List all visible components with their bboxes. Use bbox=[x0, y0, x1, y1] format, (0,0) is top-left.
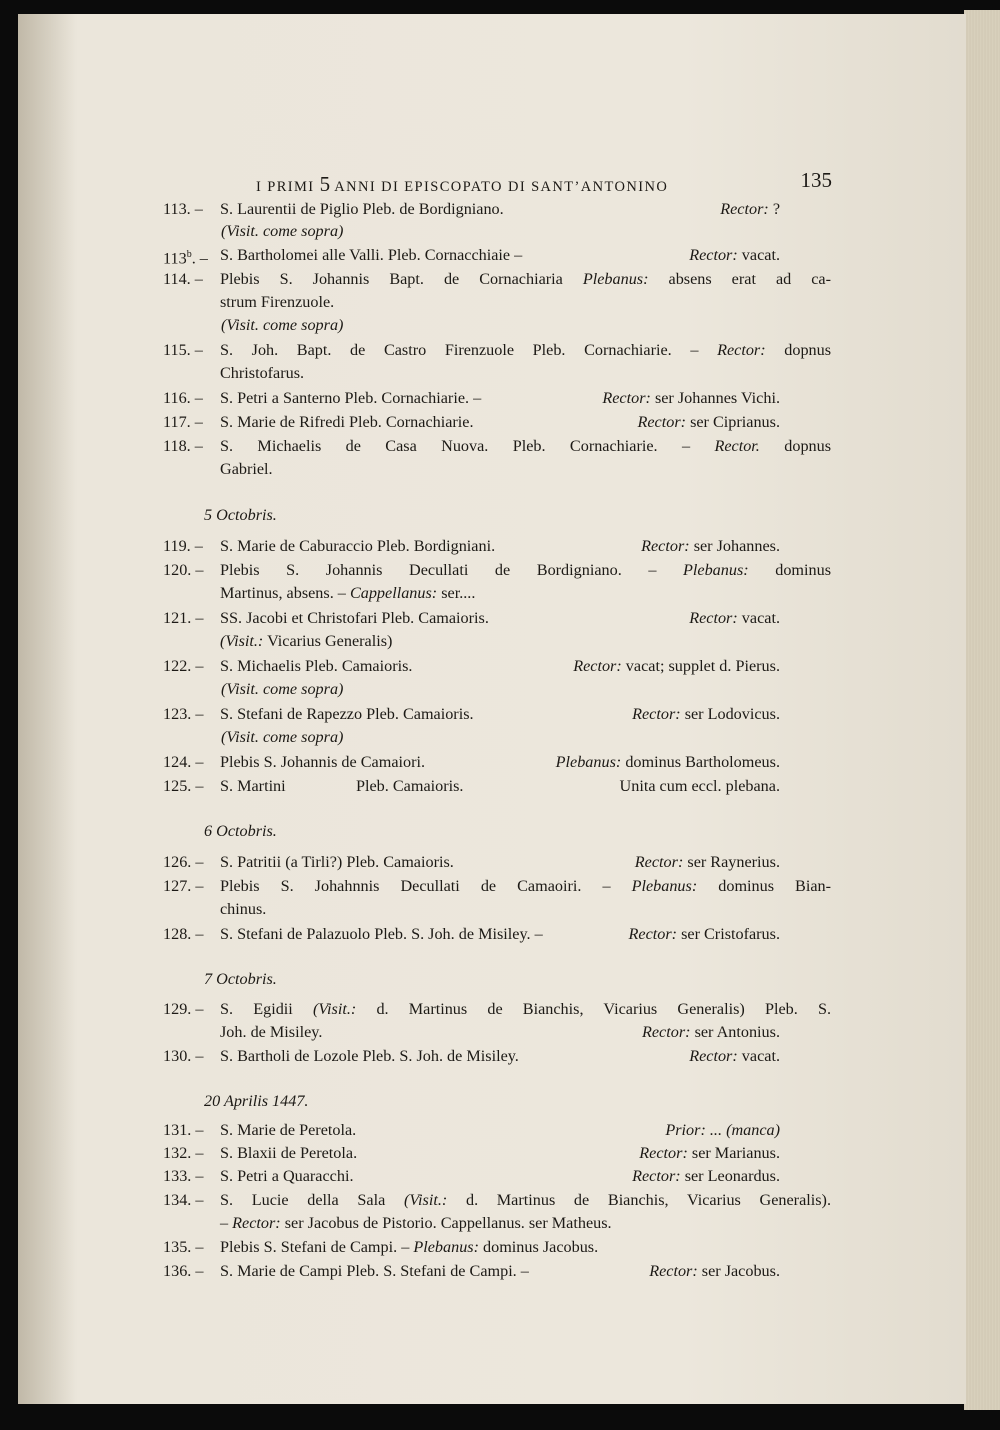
entry-rector bbox=[649, 1260, 780, 1282]
rector-label: Rector. bbox=[714, 437, 760, 455]
entry-text: S. Martini bbox=[220, 777, 286, 795]
entry-number: 121. – bbox=[163, 609, 204, 627]
running-title-post: ANNI DI EPISCOPATO DI SANT’ANTONINO bbox=[330, 179, 669, 195]
entry-number: 130. – bbox=[163, 1047, 204, 1065]
entry-text-b: dopnus bbox=[784, 341, 832, 359]
entry-114-cont bbox=[18, 291, 966, 313]
entry-118 bbox=[18, 435, 966, 457]
plebanus-label: Plebanus: bbox=[683, 561, 749, 579]
entry-text-continued bbox=[220, 1212, 612, 1234]
entry-131 bbox=[18, 1119, 966, 1141]
rector-value: vacat; supplet d. Pierus. bbox=[625, 657, 780, 675]
entry-text-b: absens erat ad ca- bbox=[668, 270, 832, 288]
entry-120-cont bbox=[18, 582, 966, 604]
entry-text-a: S. Joh. Bapt. de Castro Firenzuole Pleb. Cornachiarie. – bbox=[220, 341, 699, 359]
entry-119 bbox=[18, 535, 966, 557]
rector-label: Rector: bbox=[689, 609, 738, 627]
entry-text-a: S. Michaelis de Casa Nuova. Pleb. Cornachiarie. – bbox=[220, 437, 691, 455]
entry-113 bbox=[18, 198, 966, 220]
entry-text bbox=[220, 875, 831, 897]
entry-113b bbox=[18, 244, 966, 266]
entry-text-a: Plebis S. Johannis Bapt. de Cornachiaria bbox=[220, 270, 563, 288]
entry-text bbox=[220, 998, 831, 1020]
rector-value: ser Leonardus. bbox=[684, 1167, 780, 1185]
entry-text-a: Plebis S. Stefani de Campi. – bbox=[220, 1238, 410, 1256]
rector-label: Rector: bbox=[641, 1023, 691, 1041]
entry-text: Plebis S. Johannis de Camaiori. bbox=[220, 753, 426, 771]
book-page bbox=[18, 14, 966, 1404]
entry-number: 124. – bbox=[163, 753, 204, 771]
entry-number: 128. – bbox=[163, 925, 204, 943]
entry-rector bbox=[641, 535, 780, 557]
entry-124 bbox=[18, 751, 966, 773]
entry-123-visit bbox=[18, 726, 966, 748]
entry-text: S. Patritii (a Tirli?) Pleb. Camaioris. bbox=[220, 853, 454, 871]
entry-114-visit bbox=[18, 314, 966, 336]
date-heading-2 bbox=[18, 820, 966, 842]
rector-label: Rector: bbox=[689, 1047, 738, 1065]
entry-rector bbox=[720, 198, 780, 220]
entry-text: SS. Jacobi et Christofari Pleb. Camaioris. bbox=[220, 609, 489, 627]
rector-value: ser Antonius. bbox=[694, 1023, 780, 1041]
entry-text bbox=[220, 268, 831, 290]
running-title bbox=[256, 172, 668, 197]
entry-118-cont bbox=[18, 458, 966, 480]
cappellanus-label: Cappellanus: bbox=[349, 584, 438, 602]
entry-number: 117. – bbox=[163, 413, 203, 431]
prior-label: Prior: ... bbox=[665, 1121, 723, 1139]
entry-rector bbox=[637, 411, 780, 433]
entry-number: 113. – bbox=[163, 200, 203, 218]
entry-text: S. Petri a Quaracchi. bbox=[220, 1167, 354, 1185]
entry-115 bbox=[18, 339, 966, 361]
rector-label: Rector: bbox=[628, 925, 678, 943]
entry-text bbox=[220, 339, 831, 361]
entry-text-b: ser.... bbox=[441, 584, 476, 602]
entry-text-a: S. Lucie della Sala bbox=[220, 1191, 386, 1209]
plebanus-label: Plebanus: bbox=[555, 753, 622, 771]
running-title-pre: I PRIMI bbox=[256, 179, 320, 195]
entry-text: S. Petri a Santerno Pleb. Cornachiarie. – bbox=[220, 389, 482, 407]
entry-text bbox=[220, 1189, 831, 1211]
entry-text-continued: Christofarus. bbox=[220, 364, 305, 382]
entry-rector bbox=[573, 655, 780, 677]
entry-123 bbox=[18, 703, 966, 725]
entry-117 bbox=[18, 411, 966, 433]
entry-number: 120. – bbox=[163, 561, 204, 579]
entry-rector bbox=[689, 1045, 780, 1067]
visit-text: Vicarius Generalis) bbox=[267, 632, 393, 650]
entry-text-continued: Gabriel. bbox=[220, 460, 273, 478]
running-head bbox=[256, 168, 832, 198]
rector-label: Rector: bbox=[637, 413, 687, 431]
entry-132 bbox=[18, 1142, 966, 1164]
running-title-number: 5 bbox=[319, 172, 331, 196]
rector-value: dominus Jacobus. bbox=[483, 1238, 599, 1256]
entry-128 bbox=[18, 923, 966, 945]
entry-text-b: d. Martinus de Bianchis, Vicarius Generalis) Pleb. S. bbox=[376, 1000, 832, 1018]
entry-135 bbox=[18, 1236, 966, 1258]
entry-125 bbox=[18, 775, 966, 797]
entry-number: 126. – bbox=[163, 853, 204, 871]
entry-113-visit bbox=[18, 220, 966, 242]
visit-label: (Visit.: bbox=[312, 1000, 357, 1018]
rector-value: ser Cristofarus. bbox=[681, 925, 780, 943]
rector-value: ser Lodovicus. bbox=[684, 705, 780, 723]
plebanus-label: Plebanus: bbox=[413, 1238, 479, 1256]
rector-value: dominus Bartholomeus. bbox=[625, 753, 780, 771]
entry-129 bbox=[18, 998, 966, 1020]
entry-number-sup: b bbox=[186, 249, 192, 260]
visit-label: (Visit.: bbox=[220, 632, 264, 650]
entry-rector bbox=[639, 1142, 780, 1164]
entry-text-a: S. Egidii bbox=[220, 1000, 293, 1018]
entry-number: 135. – bbox=[163, 1238, 204, 1256]
entry-text-b: dopnus bbox=[784, 437, 832, 455]
entry-text: S. Bartholomei alle Valli. Pleb. Cornacchiaie – bbox=[220, 246, 523, 264]
entry-134-cont bbox=[18, 1212, 966, 1234]
visit-note: (Visit. come sopra) bbox=[221, 728, 344, 746]
entry-130 bbox=[18, 1045, 966, 1067]
entry-text-a: Plebis S. Johannis Decullati de Bordigniano. – bbox=[220, 561, 657, 579]
entry-rector bbox=[602, 387, 780, 409]
entry-number: 115. – bbox=[163, 341, 203, 359]
prior-value: (manca) bbox=[726, 1121, 780, 1139]
entry-number: 116. – bbox=[163, 389, 203, 407]
rector-label: Rector: bbox=[717, 341, 766, 359]
visit-note: (Visit. come sopra) bbox=[221, 316, 344, 334]
page-number: 135 bbox=[800, 168, 832, 192]
entry-text: S. Stefani de Palazuolo Pleb. S. Joh. de Misiley. – bbox=[220, 925, 543, 943]
entry-text: S. Marie de Peretola. bbox=[220, 1121, 357, 1139]
entry-rector bbox=[689, 607, 780, 629]
entry-text-mid: Pleb. Camaioris. bbox=[356, 777, 464, 795]
entry-rector bbox=[642, 1021, 780, 1043]
entry-text-a: – bbox=[220, 1214, 229, 1232]
entry-number bbox=[163, 244, 208, 269]
date-heading-4 bbox=[18, 1090, 966, 1112]
entry-text-b: ser Jacobus de Pistorio. Cappellanus. ser Matheus. bbox=[284, 1214, 612, 1232]
entry-126 bbox=[18, 851, 966, 873]
entry-rector bbox=[632, 1165, 780, 1187]
entry-text: S. Bartholi de Lozole Pleb. S. Joh. de Misiley. bbox=[220, 1047, 519, 1065]
rector-value: vacat. bbox=[741, 1047, 780, 1065]
rector-value: ser Johannes. bbox=[693, 537, 780, 555]
entry-114 bbox=[18, 268, 966, 290]
entry-number: 133. – bbox=[163, 1167, 204, 1185]
entry-number: 131. – bbox=[163, 1121, 204, 1139]
entry-rector bbox=[629, 923, 781, 945]
date-heading: 6 Octobris. bbox=[204, 822, 277, 840]
entry-number-suffix: . – bbox=[191, 249, 208, 268]
visit-note bbox=[220, 630, 392, 652]
rector-value: vacat. bbox=[741, 246, 780, 264]
entry-122 bbox=[18, 655, 966, 677]
rector-label: Rector: bbox=[641, 537, 690, 555]
rector-value: ser Marianus. bbox=[691, 1144, 780, 1162]
rector-value: ? bbox=[772, 200, 780, 218]
rector-value: ser Raynerius. bbox=[687, 853, 780, 871]
rector-label: Rector: bbox=[232, 1214, 281, 1232]
entry-127-cont bbox=[18, 898, 966, 920]
rector-label: Rector: bbox=[639, 1144, 688, 1162]
entry-text-b: d. Martinus de Bianchis, Vicarius Generalis). bbox=[465, 1191, 831, 1209]
entry-text-b: dominus Bian- bbox=[718, 877, 832, 895]
entry-number: 122. – bbox=[163, 657, 204, 675]
date-heading-3 bbox=[18, 968, 966, 990]
entry-number: 127. – bbox=[163, 877, 204, 895]
entry-rector bbox=[689, 244, 780, 266]
rector-label: Rector: bbox=[573, 657, 622, 675]
plebanus-label: Plebanus: bbox=[582, 270, 649, 288]
entry-number: 132. – bbox=[163, 1144, 204, 1162]
visit-note: (Visit. come sopra) bbox=[221, 680, 344, 698]
entry-text-a: Plebis S. Johahnnis Decullati de Camaoiri. – bbox=[220, 877, 611, 895]
entry-rector bbox=[556, 751, 780, 773]
rector-value: ser Jacobus. bbox=[701, 1262, 780, 1280]
entry-133 bbox=[18, 1165, 966, 1187]
rector-label: Rector: bbox=[632, 705, 681, 723]
entry-number: 125. – bbox=[163, 777, 204, 795]
visit-note: (Visit. come sopra) bbox=[221, 222, 344, 240]
date-heading: 5 Octobris. bbox=[204, 506, 277, 524]
entry-text-continued bbox=[220, 582, 475, 604]
entry-text: S. Michaelis Pleb. Camaioris. bbox=[220, 657, 413, 675]
rector-value: vacat. bbox=[741, 609, 780, 627]
rector-label: Rector: bbox=[649, 1262, 698, 1280]
entry-116 bbox=[18, 387, 966, 409]
entry-text bbox=[220, 435, 831, 457]
entry-text-b: dominus bbox=[775, 561, 831, 579]
entry-120 bbox=[18, 559, 966, 581]
date-heading-1 bbox=[18, 504, 966, 526]
entry-text bbox=[220, 559, 831, 581]
entry-text-continued: Joh. de Misiley. bbox=[220, 1023, 323, 1041]
rector-label: Rector: bbox=[720, 200, 769, 218]
entry-129-cont bbox=[18, 1021, 966, 1043]
entry-text-continued: strum Firenzuole. bbox=[220, 293, 335, 311]
entry-text-a: Martinus, absens. – bbox=[220, 584, 346, 602]
entry-122-visit bbox=[18, 678, 966, 700]
entry-134 bbox=[18, 1189, 966, 1211]
book-page-edges bbox=[964, 10, 1000, 1410]
rector-label: Rector: bbox=[632, 1167, 681, 1185]
entry-text bbox=[220, 1236, 598, 1258]
entry-text: S. Blaxii de Peretola. bbox=[220, 1144, 358, 1162]
entry-text: S. Stefani de Rapezzo Pleb. Camaioris. bbox=[220, 705, 474, 723]
entry-text: S. Laurentii de Piglio Pleb. de Bordigniano. bbox=[220, 200, 504, 218]
entry-text: S. Marie de Caburaccio Pleb. Bordigniani. bbox=[220, 537, 496, 555]
entry-number-base: 113 bbox=[163, 249, 187, 268]
entry-rector bbox=[665, 1119, 780, 1141]
plebanus-label: Plebanus: bbox=[631, 877, 698, 895]
entry-number: 136. – bbox=[163, 1262, 204, 1280]
visit-label: (Visit.: bbox=[403, 1191, 448, 1209]
entry-rector bbox=[632, 703, 780, 725]
entry-text: S. Marie de Campi Pleb. S. Stefani de Campi. – bbox=[220, 1262, 529, 1280]
entry-number: 123. – bbox=[163, 705, 204, 723]
entry-rector: Unita cum eccl. plebana. bbox=[619, 777, 780, 795]
rector-label: Rector: bbox=[634, 853, 684, 871]
rector-value: ser Ciprianus. bbox=[690, 413, 780, 431]
entry-number: 119. – bbox=[163, 537, 203, 555]
entry-rector bbox=[635, 851, 780, 873]
entry-number: 134. – bbox=[163, 1191, 204, 1209]
entry-136 bbox=[18, 1260, 966, 1282]
rector-value: ser Johannes Vichi. bbox=[654, 389, 780, 407]
entry-121 bbox=[18, 607, 966, 629]
entry-121-visit bbox=[18, 630, 966, 652]
entry-number: 114. – bbox=[163, 270, 203, 288]
entry-number: 118. – bbox=[163, 437, 203, 455]
entry-number: 129. – bbox=[163, 1000, 204, 1018]
entry-127 bbox=[18, 875, 966, 897]
date-heading: 7 Octobris. bbox=[204, 970, 277, 988]
rector-label: Rector: bbox=[602, 389, 651, 407]
entry-text-continued: chinus. bbox=[220, 900, 267, 918]
date-heading: 20 Aprilis 1447. bbox=[204, 1092, 309, 1110]
rector-label: Rector: bbox=[689, 246, 738, 264]
entry-115-cont bbox=[18, 362, 966, 384]
entry-text: S. Marie de Rifredi Pleb. Cornachiarie. bbox=[220, 413, 474, 431]
